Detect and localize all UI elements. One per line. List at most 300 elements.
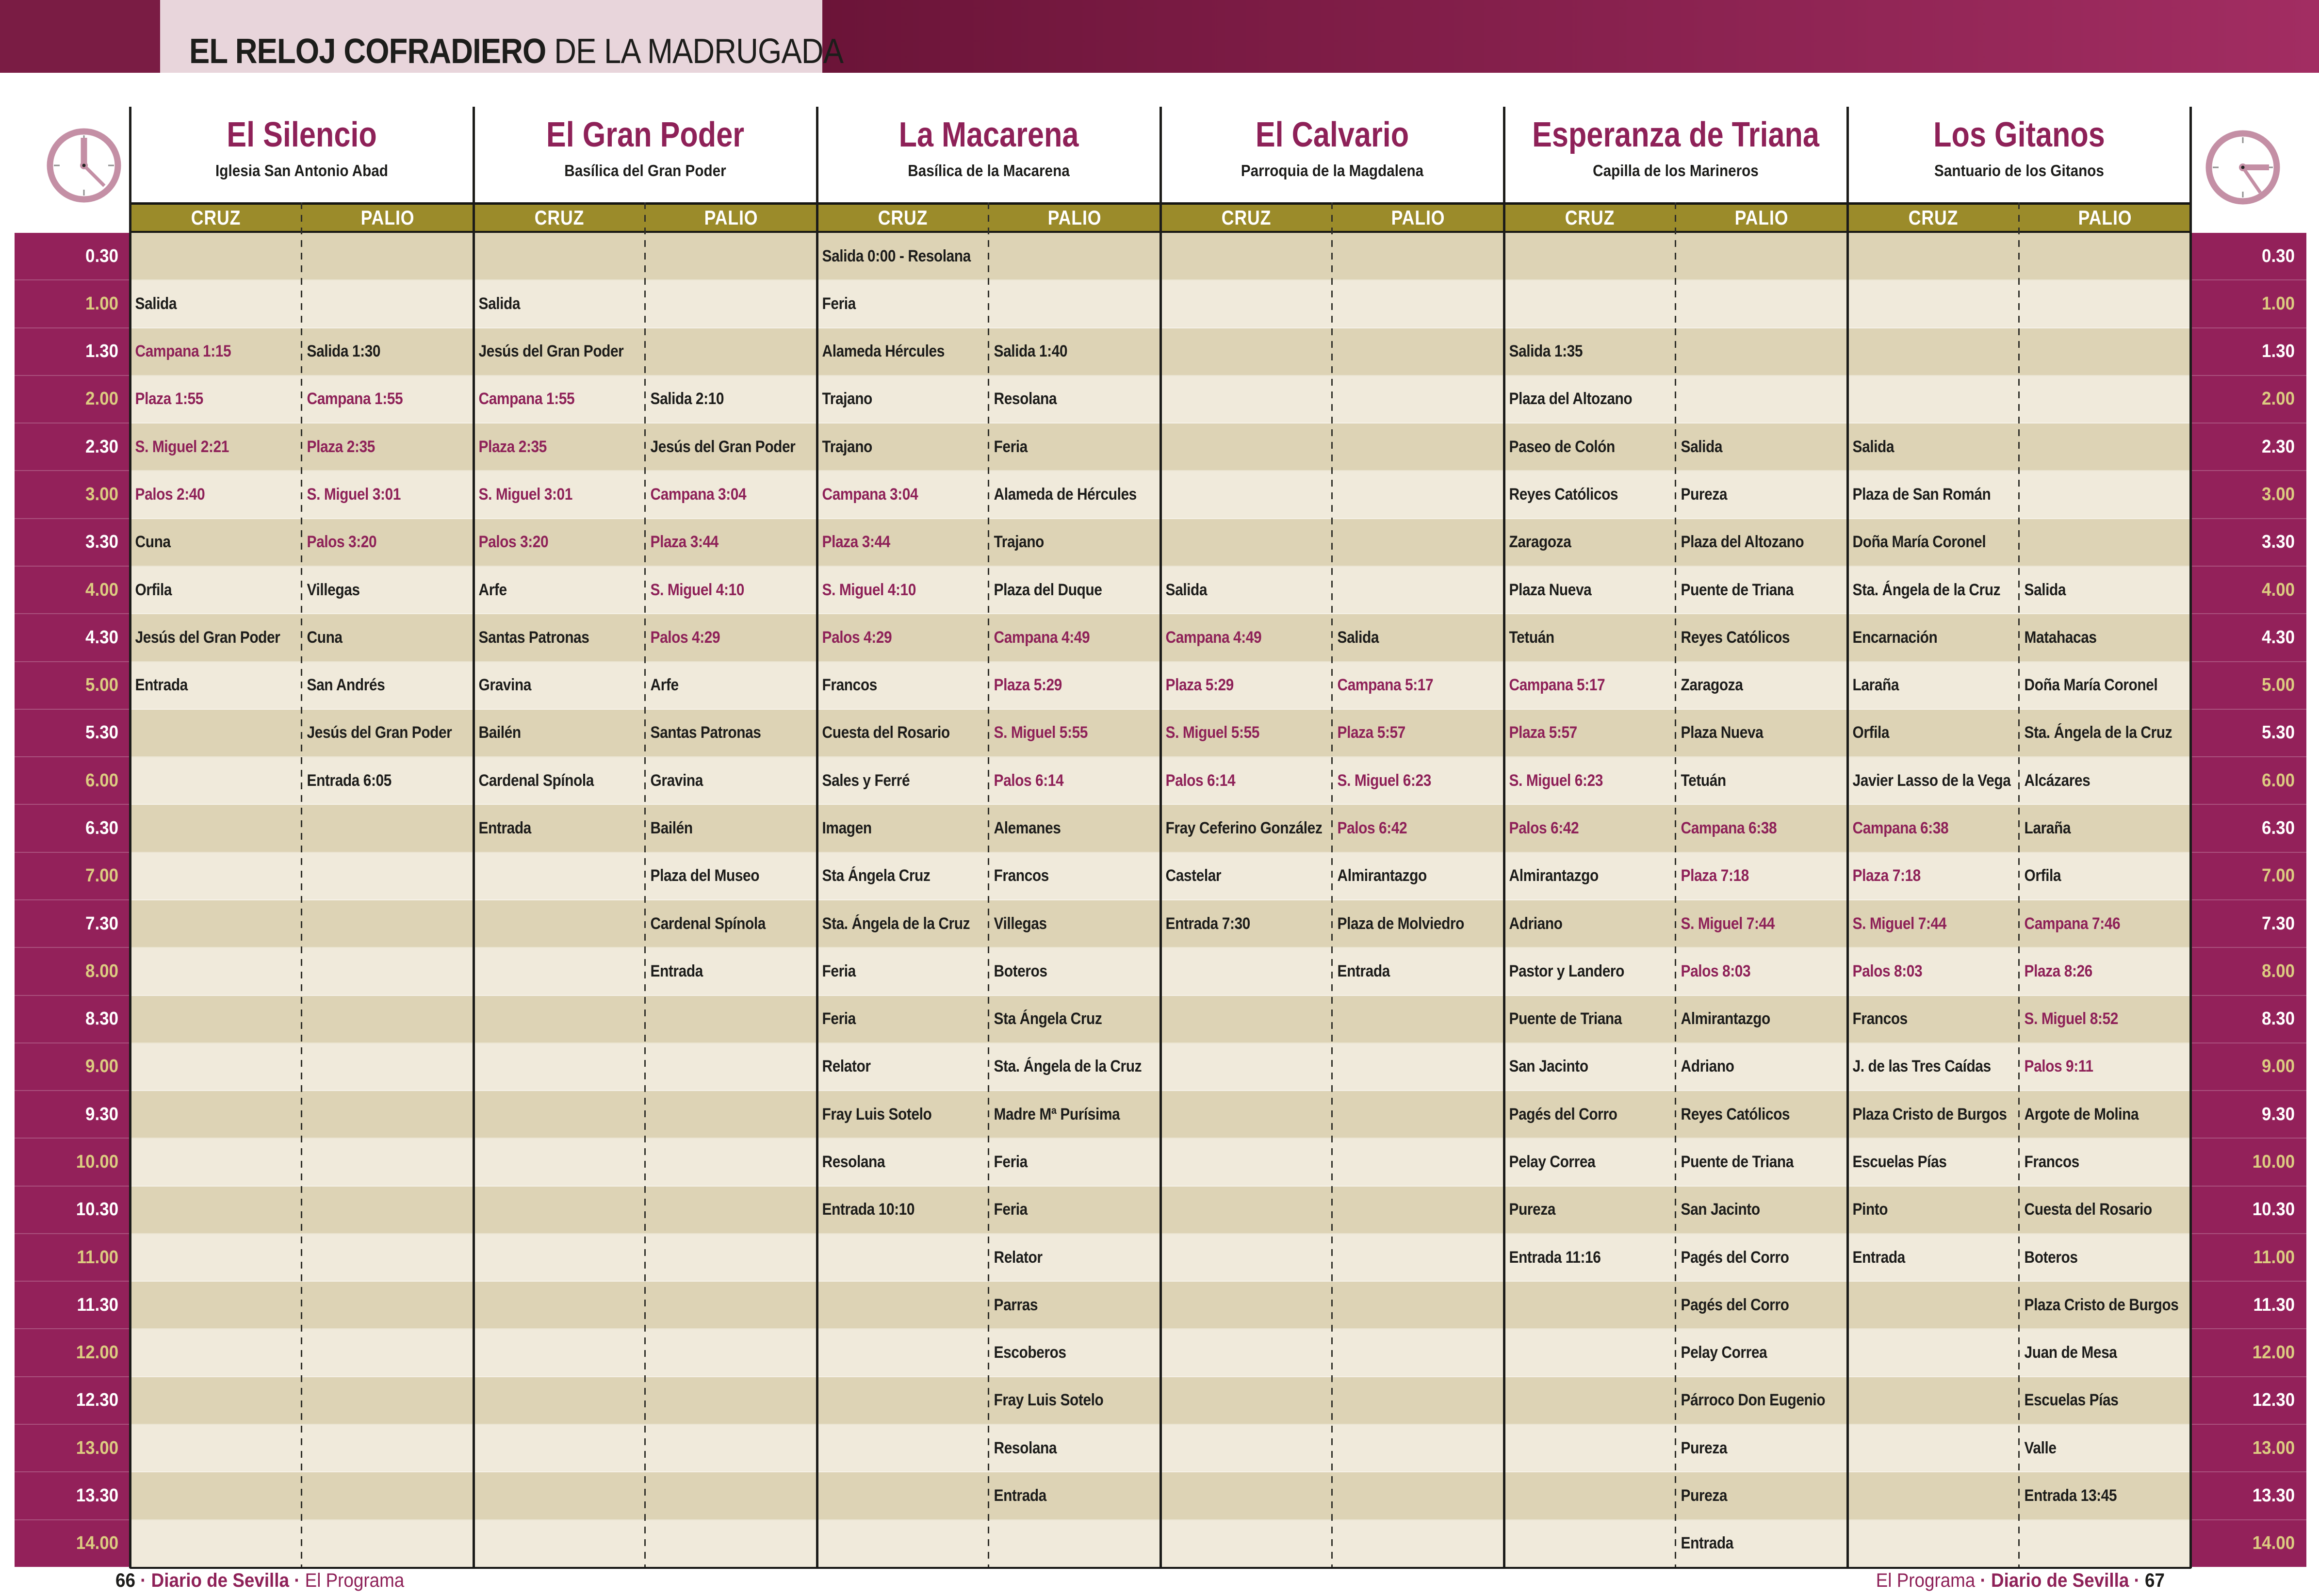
schedule-cell: Gravina [474,662,645,710]
schedule-cell: Campana 1:55 [474,376,645,423]
schedule-cell: Salida 2:10 [645,376,817,423]
footer-separator: · [140,1570,151,1591]
schedule-cell: Salida [1676,423,1847,471]
time-cell: 2.30 [2191,423,2306,471]
schedule-cell: Cardenal Spínola [474,757,645,805]
schedule-cell: Feria [817,948,989,995]
schedule-cell [130,996,302,1043]
schedule-cell: San Andrés [302,662,474,710]
time-cell: 14.00 [2252,1533,2295,1554]
schedule-cell: Trajano [817,376,989,423]
schedule-cell [1332,376,1504,423]
schedule-cell: Reyes Católicos [1504,471,1676,519]
schedule-column [1676,233,1847,1567]
time-cell: 13.00 [2191,1425,2306,1472]
footer-left [115,1570,404,1596]
schedule-cell: Orfila [2019,853,2191,900]
schedule-column [1160,233,1332,1567]
header-el-gran-poder [474,115,817,180]
schedule-cell [1504,1377,1676,1425]
newspaper-brand: Diario de Sevilla [151,1570,289,1591]
schedule-cell: Campana 5:17 [1504,662,1676,710]
schedule-cell: Resolana [989,1425,1160,1472]
column-header-cruz: CRUZ [1908,206,1959,229]
schedule-cell: Villegas [989,900,1160,948]
schedule-cell [1160,1472,1332,1520]
schedule-cell: Laraña [1847,662,2019,710]
time-cell: 9.30 [15,1091,130,1139]
schedule-cell: Plaza 3:44 [817,519,989,567]
schedule-cell: Plaza 5:29 [1160,662,1332,710]
time-cell: 2.30 [15,423,130,471]
schedule-cell [1504,1472,1676,1520]
schedule-cell [1676,376,1847,423]
time-cell: 0.30 [15,233,130,280]
schedule-cell: Adriano [1676,1043,1847,1091]
schedule-cell: Salida 1:30 [302,328,474,376]
schedule-cell: S. Miguel 6:23 [1332,757,1504,805]
schedule-cell: Palos 4:29 [817,614,989,662]
schedule-cell: Entrada 6:05 [302,757,474,805]
schedule-cell [2019,376,2191,423]
schedule-cell: Javier Lasso de la Vega [1847,757,2019,805]
schedule-cell [1332,1282,1504,1329]
schedule-cell [817,1377,989,1425]
clock-icon [2197,121,2289,213]
time-cell: 10.00 [2191,1139,2306,1186]
schedule-cell [1847,328,2019,376]
schedule-cell [645,1139,817,1186]
schedule-cell [645,1187,817,1234]
separator-line [1503,107,1505,1568]
schedule-cell [1847,1377,2019,1425]
schedule-cell [130,948,302,995]
time-cell: 3.30 [2191,519,2306,567]
schedule-cell [1676,233,1847,280]
schedule-cell: Alcázares [2019,757,2191,805]
schedule-cell [1160,376,1332,423]
footer-separator: · [2134,1570,2145,1591]
schedule-cell: Palos 6:14 [989,757,1160,805]
separator-line [129,107,131,1568]
cruz-palio-divider [644,202,646,1567]
schedule-cell: San Jacinto [1504,1043,1676,1091]
schedule-cell: S. Miguel 4:10 [645,567,817,614]
schedule-cell: Trajano [817,423,989,471]
time-cell: 1.30 [2191,328,2306,376]
schedule-cell: Parras [989,1282,1160,1329]
time-cell: 0.30 [2191,233,2306,280]
schedule-cell [474,1520,645,1567]
schedule-cell: Tetuán [1676,757,1847,805]
schedule-cell: J. de las Tres Caídas [1847,1043,2019,1091]
schedule-cell: S. Miguel 3:01 [474,471,645,519]
schedule-cell [645,233,817,280]
header-la-macarena [817,115,1160,180]
cruz-palio-divider [301,202,302,1567]
schedule-cell [130,757,302,805]
schedule-cell: Plaza Nueva [1504,567,1676,614]
schedule-cell: Tetuán [1504,614,1676,662]
schedule-cell: S. Miguel 3:01 [302,471,474,519]
schedule-cell: Pureza [1504,1187,1676,1234]
schedule-cell: Almirantazgo [1504,853,1676,900]
brotherhood-venue: Capilla de los Marineros [1593,162,1759,179]
schedule-cell: Feria [989,1139,1160,1186]
schedule-cell [645,1091,817,1139]
schedule-cell: Entrada [1676,1520,1847,1567]
schedule-cell: Plaza 8:26 [2019,948,2191,995]
schedule-cell [1332,328,1504,376]
schedule-cell [302,1329,474,1377]
cruz-palio-divider [1675,202,1676,1567]
time-cell: 2.00 [2191,376,2306,423]
schedule-cell: Palos 3:20 [302,519,474,567]
schedule-cell [1160,423,1332,471]
schedule-cell: Francos [817,662,989,710]
schedule-cell: Sta Ángela Cruz [989,996,1160,1043]
schedule-cell [989,1520,1160,1567]
schedule-cell: Entrada [1332,948,1504,995]
schedule-cell: Salida 0:00 - Resolana [817,233,989,280]
schedule-cell [1160,1329,1332,1377]
footer-separator: · [294,1570,305,1591]
schedule-cell [302,1234,474,1282]
schedule-cell [645,1329,817,1377]
schedule-cell [302,1091,474,1139]
separator-line [1160,107,1162,1568]
time-cell: 8.00 [15,948,130,995]
schedule-cell [2019,280,2191,328]
schedule-cell [130,1472,302,1520]
column-header-palio: PALIO [1734,206,1789,229]
brotherhood-venue: Parroquia de la Magdalena [1241,162,1424,179]
brotherhood-name: Esperanza de Triana [1532,115,1819,154]
schedule-cell [1847,1329,2019,1377]
separator-line [473,107,475,1568]
page-title-bold: EL RELOJ COFRADIERO [189,32,546,71]
column-header-cruz: CRUZ [878,206,928,229]
cruz-palio-divider [988,202,989,1567]
time-cell: 5.30 [2191,710,2306,757]
schedule-cell: Jesús del Gran Poder [645,423,817,471]
time-cell: 11.30 [15,1282,130,1329]
schedule-cell: Doña María Coronel [2019,662,2191,710]
schedule-cell: Campana 6:38 [1847,805,2019,852]
schedule-cell [1847,280,2019,328]
brotherhood-name: El Calvario [1255,115,1409,154]
schedule-cell: Entrada 13:45 [2019,1472,2191,1520]
time-cell: 9.30 [2191,1091,2306,1139]
schedule-cell: Palos 9:11 [2019,1043,2191,1091]
time-cell: 3.00 [2191,471,2306,519]
schedule-cell [474,1377,645,1425]
schedule-cell: Salida [2019,567,2191,614]
schedule-cell [1504,280,1676,328]
schedule-cell: Puente de Triana [1504,996,1676,1043]
separator-line [816,107,818,1568]
schedule-cell [130,1520,302,1567]
time-cell: 6.00 [15,757,130,805]
time-cell: 10.30 [15,1187,130,1234]
schedule-cell [1332,1043,1504,1091]
column-header-palio: PALIO [704,206,758,229]
schedule-cell [130,900,302,948]
schedule-cell: Campana 7:46 [2019,900,2191,948]
schedule-column [2019,233,2191,1567]
schedule-cell [1504,1520,1676,1567]
schedule-cell [474,948,645,995]
schedule-cell [302,900,474,948]
brotherhood-venue: Basílica del Gran Poder [564,162,726,179]
schedule-cell: Pureza [1676,1425,1847,1472]
schedule-cell: Cuesta del Rosario [817,710,989,757]
column-header-cruz: CRUZ [1565,206,1615,229]
cruz-palio-divider [2018,202,2020,1567]
page-number: 67 [2145,1570,2165,1591]
schedule-cell: Argote de Molina [2019,1091,2191,1139]
schedule-cell: Gravina [645,757,817,805]
header-esperanza-de-triana [1504,115,1847,180]
schedule-cell [130,1425,302,1472]
schedule-cell [1332,567,1504,614]
time-cell: 7.30 [2191,900,2306,948]
schedule-cell: Madre Mª Purísima [989,1091,1160,1139]
schedule-cell [645,1377,817,1425]
schedule-cell: Plaza 1:55 [130,376,302,423]
schedule-cell: Escuelas Pías [2019,1377,2191,1425]
page-number: 66 [115,1570,135,1591]
schedule-cell: Plaza de San Román [1847,471,2019,519]
schedule-cell [817,1472,989,1520]
schedule-cell [130,1234,302,1282]
schedule-cell [1160,1139,1332,1186]
time-cell: 4.30 [15,614,130,662]
schedule-cell [817,1234,989,1282]
schedule-cell: Relator [817,1043,989,1091]
schedule-cell: Reyes Católicos [1676,1091,1847,1139]
schedule-cell [1332,280,1504,328]
schedule-cell: Campana 3:04 [817,471,989,519]
schedule-cell: Plaza 5:29 [989,662,1160,710]
schedule-cell: Orfila [130,567,302,614]
schedule-cell [302,1282,474,1329]
schedule-cell [1332,1329,1504,1377]
schedule-cell: Palos 6:42 [1332,805,1504,852]
schedule-cell [1504,233,1676,280]
schedule-cell: Salida [1332,614,1504,662]
schedule-cell [1847,233,2019,280]
schedule-cell: S. Miguel 6:23 [1504,757,1676,805]
schedule-cell: Feria [989,423,1160,471]
time-cell: 11.00 [2191,1234,2306,1282]
schedule-cell [474,1282,645,1329]
schedule-cell: Palos 4:29 [645,614,817,662]
schedule-cell [1332,996,1504,1043]
schedule-cell: Arfe [645,662,817,710]
schedule-cell: Salida [1160,567,1332,614]
schedule-cell: Entrada [130,662,302,710]
schedule-cell: Sta. Ángela de la Cruz [817,900,989,948]
schedule-cell: Palos 6:42 [1504,805,1676,852]
schedule-cell [1332,1091,1504,1139]
schedule-column [817,233,989,1567]
time-cell: 12.30 [15,1377,130,1425]
schedule-cell: Villegas [302,567,474,614]
schedule-cell [1160,1091,1332,1139]
schedule-cell [1160,280,1332,328]
schedule-cell: S. Miguel 2:21 [130,423,302,471]
schedule-cell [130,1377,302,1425]
schedule-cell [130,1187,302,1234]
time-cell: 13.30 [15,1472,130,1520]
schedule-cell: Laraña [2019,805,2191,852]
schedule-cell [302,1520,474,1567]
schedule-cell [1160,1377,1332,1425]
schedule-cell [1504,1329,1676,1377]
schedule-cell: Campana 5:17 [1332,662,1504,710]
schedule-cell: San Jacinto [1676,1187,1847,1234]
schedule-cell [1160,519,1332,567]
schedule-cell: Pureza [1676,471,1847,519]
schedule-cell: Santas Patronas [474,614,645,662]
cruz-palio-divider [1331,202,1333,1567]
schedule-cell [130,853,302,900]
schedule-cell: Puente de Triana [1676,1139,1847,1186]
schedule-cell [1676,280,1847,328]
schedule-cell: Salida [474,280,645,328]
page-title [189,34,843,69]
schedule-cell: Fray Luis Sotelo [989,1377,1160,1425]
schedule-cell: Francos [989,853,1160,900]
time-cell: 1.00 [15,280,130,328]
time-cell: 8.30 [2191,996,2306,1043]
schedule-cell: Entrada [989,1472,1160,1520]
schedule-cell [474,1425,645,1472]
schedule-cell: Salida [1847,423,2019,471]
time-cell: 12.00 [15,1329,130,1377]
schedule-cell [130,1091,302,1139]
schedule-column [1847,233,2019,1567]
column-header-cruz: CRUZ [191,206,241,229]
schedule-cell [302,853,474,900]
schedule-cell: Boteros [2019,1234,2191,1282]
time-cell: 9.00 [2191,1043,2306,1091]
schedule-cell [1332,471,1504,519]
schedule-cell: Alameda Hércules [817,328,989,376]
time-column [15,233,130,1567]
schedule-cell: Almirantazgo [1676,996,1847,1043]
column-header-palio: PALIO [1047,206,1102,229]
schedule-cell [130,233,302,280]
schedule-cell: Juan de Mesa [2019,1329,2191,1377]
schedule-cell [817,1425,989,1472]
schedule-cell [130,1139,302,1186]
schedule-cell: Resolana [817,1139,989,1186]
schedule-cell [645,1234,817,1282]
footer-right [1876,1570,2165,1596]
schedule-cell: Castelar [1160,853,1332,900]
schedule-cell [1332,1234,1504,1282]
program-label: El Programa [305,1570,405,1591]
schedule-cell: Sta. Ángela de la Cruz [2019,710,2191,757]
header-los-gitanos [1847,115,2191,180]
schedule-cell [1847,1472,2019,1520]
schedule-cell [645,280,817,328]
column-header-cruz: CRUZ [1221,206,1272,229]
time-cell: 9.00 [15,1043,130,1091]
schedule-cell: Plaza del Museo [645,853,817,900]
schedule-cell: S. Miguel 5:55 [989,710,1160,757]
schedule-column [989,233,1160,1567]
time-cell: 4.00 [15,567,130,614]
schedule-cell: Resolana [989,376,1160,423]
time-column [2191,233,2306,1567]
schedule-cell: Plaza Nueva [1676,710,1847,757]
schedule-cell: Orfila [1847,710,2019,757]
newspaper-brand: Diario de Sevilla [1991,1570,2129,1591]
schedule-cell: Campana 6:38 [1676,805,1847,852]
schedule-cell: Plaza de Molviedro [1332,900,1504,948]
time-cell: 6.30 [15,805,130,852]
schedule-cell [474,1329,645,1377]
schedule-cell [474,853,645,900]
schedule-cell: Plaza 5:57 [1504,710,1676,757]
schedule-cell [2019,233,2191,280]
schedule-cell: Pastor y Landero [1504,948,1676,995]
schedule-cell [1160,1520,1332,1567]
schedule-cell [1332,1377,1504,1425]
schedule-cell [645,1472,817,1520]
schedule-cell: Valle [2019,1425,2191,1472]
schedule-cell: Arfe [474,567,645,614]
brotherhood-name: Los Gitanos [1933,115,2105,154]
schedule-cell: Cuesta del Rosario [2019,1187,2191,1234]
brotherhood-venue: Iglesia San Antonio Abad [215,162,388,179]
schedule-cell [645,996,817,1043]
schedule-cell: Palos 6:14 [1160,757,1332,805]
schedule-cell: Escoberos [989,1329,1160,1377]
schedule-cell: Reyes Católicos [1676,614,1847,662]
time-cell: 5.30 [15,710,130,757]
banner-left-block [0,0,160,73]
schedule-column [130,233,302,1567]
schedule-cell: Plaza 3:44 [645,519,817,567]
schedule-cell: Relator [989,1234,1160,1282]
schedule-cell [1847,1520,2019,1567]
page-title-regular: DE LA MADRUGADA [546,32,844,71]
schedule-cell: Pelay Correa [1676,1329,1847,1377]
schedule-cell: Jesús del Gran Poder [474,328,645,376]
schedule-cell: Bailén [645,805,817,852]
schedule-cell [1160,471,1332,519]
schedule-cell [130,710,302,757]
schedule-cell: S. Miguel 7:44 [1676,900,1847,948]
schedule-cell: Sales y Ferré [817,757,989,805]
schedule-column [1332,233,1504,1567]
schedule-column [474,233,645,1567]
schedule-cell: Sta. Ángela de la Cruz [1847,567,2019,614]
time-cell: 7.00 [2191,853,2306,900]
time-cell: 4.00 [2191,567,2306,614]
schedule-cell [1676,328,1847,376]
schedule-cell: Bailén [474,710,645,757]
time-cell: 7.30 [15,900,130,948]
schedule-cell [1160,1234,1332,1282]
time-cell: 11.00 [15,1234,130,1282]
time-cell: 8.00 [2191,948,2306,995]
schedule-cell: S. Miguel 5:55 [1160,710,1332,757]
